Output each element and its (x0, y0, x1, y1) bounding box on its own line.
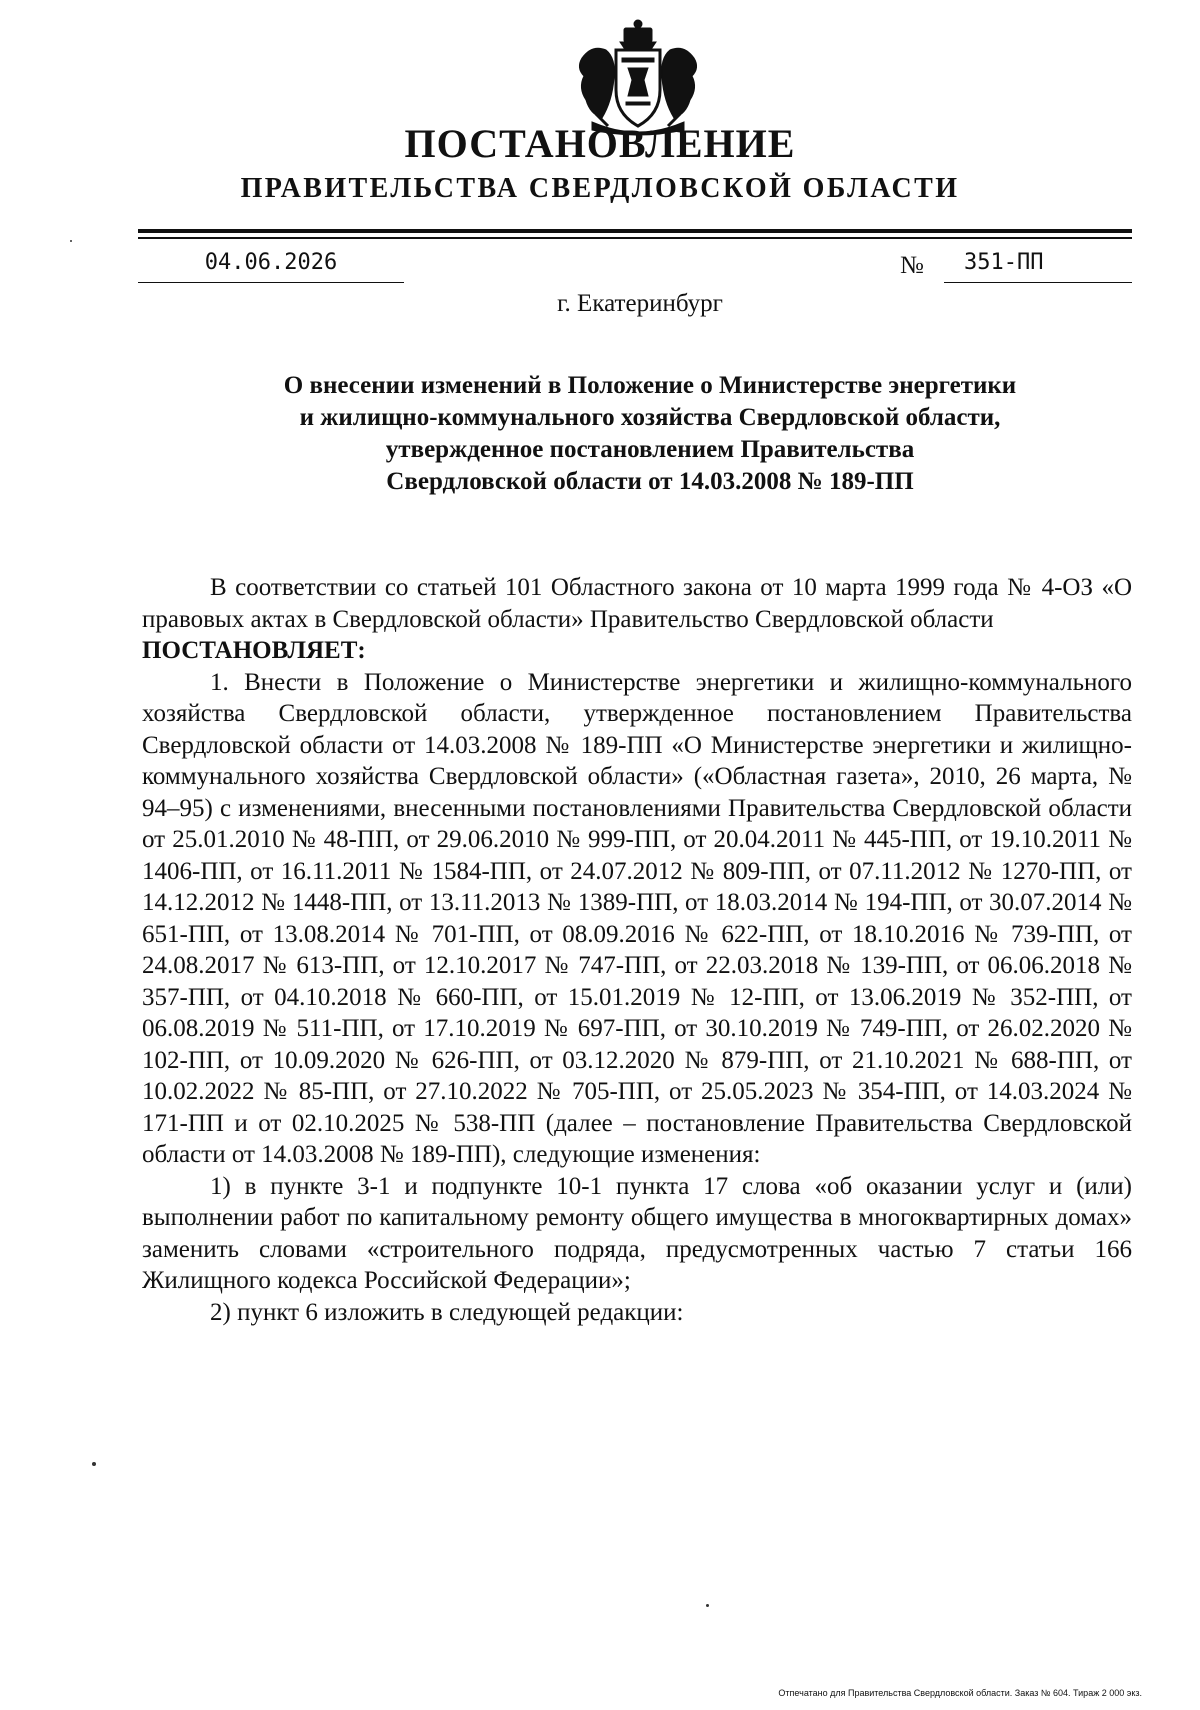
document-title (180, 370, 1120, 498)
document-number-field (944, 246, 1132, 283)
title-line: утвержденное постановлением Правительства (385, 436, 915, 463)
issue-city: г. Екатеринбург (557, 290, 723, 317)
number-sign: № (900, 252, 924, 279)
header-divider-thin (138, 237, 1132, 239)
scan-speck (92, 1462, 96, 1466)
document-type-heading: ПОСТАНОВЛЕНИЕ (404, 121, 796, 166)
document-body (142, 572, 1132, 1328)
scan-speck (70, 240, 72, 242)
subitem-2-paragraph: 2) пункт 6 изложить в следующей редакции: (210, 1298, 684, 1326)
subitem-1-paragraph: 1) в пункте 3-1 и подпункте 10-1 пункта 17 слова «об оказании услуг и (или) выполнении работ по капитальному ремонту общего имущества в многоквартирных домах» заменить словами «строительного подряда, предусмотренных частью 7 статьи 166 Жилищного кодекса Российской Федерации»; (142, 1172, 1132, 1294)
preamble-paragraph: В соответствии со статьей 101 Областного закона от 10 марта 1999 года № 4-ОЗ «О правовых актах в Свердловской области» Правительство Свердловской области (142, 574, 1132, 633)
decree-word: ПОСТАНОВЛЯЕТ: (142, 637, 366, 664)
title-line: и жилищно-коммунального хозяйства Свердловской области, (299, 404, 1001, 431)
title-line: О внесении изменений в Положение о Министерстве энергетики (283, 372, 1017, 399)
scan-speck (706, 1604, 709, 1607)
item-1-paragraph: 1. Внести в Положение о Министерстве энергетики и жилищно-коммунального хозяйства Свердловской области, утвержденное постановлением Правительства Свердловской области от 14.03.2008 № 189-ПП «О Министерстве энергетики и жилищно-коммунального хозяйства Свердловской области» («Областная газета», 2010, 26 марта, № 94–95) с изменениями, внесенными постановлениями Правительства Свердловской области от 25.01.2010 № 48-ПП, от 29.06.2010 № 999-ПП, от 20.04.2011 № 445-ПП, от 19.10.2011 № 1406-ПП, от 16.11.2011 № 1584-ПП, от 24.07.2012 № 809-ПП, от 07.11.2012 № 1270-ПП, от 14.12.2012 № 1448-ПП, от 13.11.2013 № 1389-ПП, от 18.03.2014 № 194-ПП, от 30.07.2014 № 651-ПП, от 13.08.2014 № 701-ПП, от 08.09.2016 № 622-ПП, от 18.10.2016 № 739-ПП, от 24.08.2017 № 613-ПП, от 12.10.2017 № 747-ПП, от 22.03.2018 № 139-ПП, от 06.06.2018 № 357-ПП, от 04.10.2018 № 660-ПП, от 15.01.2019 № 12-ПП, от 13.06.2019 № 352-ПП, от 06.08.2019 № 511-ПП, от 17.10.2019 № 697-ПП, от 30.10.2019 № 749-ПП, от 26.02.2020 № 102-ПП, от 10.09.2020 № 626-ПП, от 03.12.2020 № 879-ПП, от 21.10.2021 № 688-ПП, от 10.02.2022 № 85-ПП, от 27.10.2022 № 705-ПП, от 25.05.2023 № 354-ПП, от 14.03.2024 № 171-ПП и от 02.10.2025 № 538-ПП (далее – постановление Правительства Свердловской области от 14.03.2008 № 189-ПП), следующие изменения: (142, 668, 1132, 1168)
print-note-footer: Отпечатано для Правительства Свердловской области. Заказ № 604. Тираж 2 000 экз. (778, 1688, 1142, 1698)
document-number: 351-ПП (964, 250, 1044, 275)
title-line: Свердловской области от 14.03.2008 № 189-ПП (386, 468, 914, 495)
issuing-authority-heading: ПРАВИТЕЛЬСТВА СВЕРДЛОВСКОЙ ОБЛАСТИ (240, 173, 960, 204)
document-date: 04.06.2026 (204, 250, 338, 275)
header-divider-thick (138, 229, 1132, 233)
document-date-field (138, 246, 404, 283)
